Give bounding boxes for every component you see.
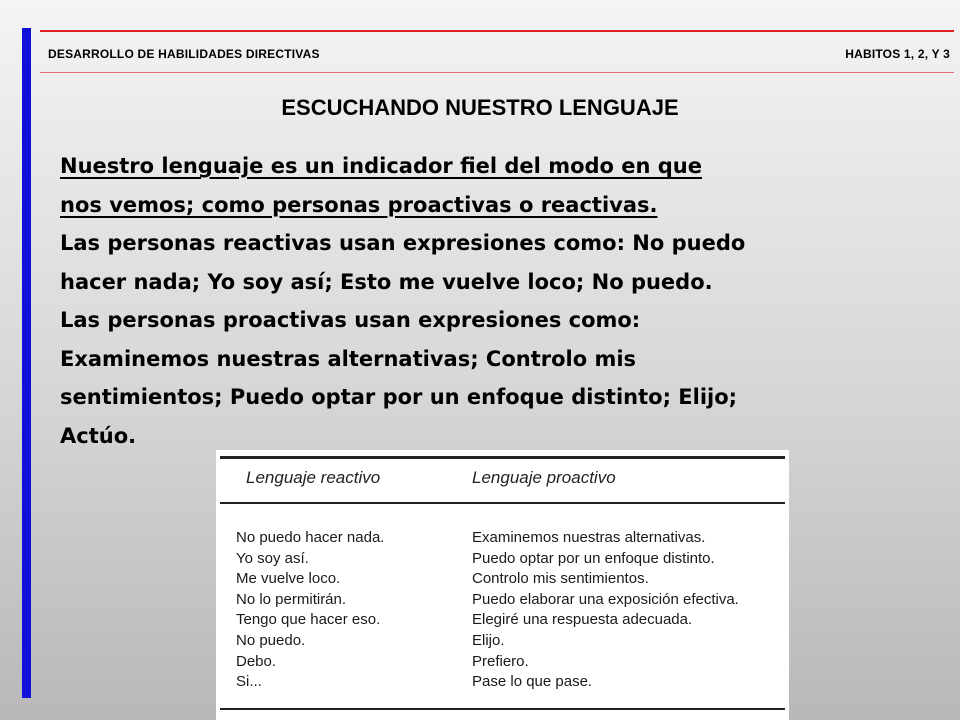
table-cell: Elegiré una respuesta adecuada.: [472, 611, 693, 629]
table-cell: Examinemos nuestras alternativas.: [472, 529, 706, 546]
proactive-column: [472, 528, 739, 693]
table-cell: Controlo mis sentimientos.: [472, 570, 649, 588]
body-line: sentimientos; Puedo optar por un enfoque distinto; Elijo;: [60, 385, 738, 409]
language-comparison-table: [216, 450, 789, 720]
table-cell: No puedo hacer nada.: [236, 529, 385, 546]
body-line: nos vemos; como personas proactivas o reactivas.: [60, 192, 658, 217]
body-line: Las personas proactivas usan expresiones como:: [60, 308, 641, 332]
table-cell: Me vuelve loco.: [236, 570, 341, 588]
table-cell: Si...: [236, 673, 262, 691]
table-cell: No lo permitirán.: [236, 590, 347, 608]
table-cell: Prefiero.: [472, 652, 529, 670]
body-paragraph: [60, 147, 940, 455]
header-course-title: DESARROLLO DE HABILIDADES DIRECTIVAS: [48, 47, 320, 61]
table-cell: Debo.: [236, 652, 277, 670]
table-header-proactive: Lenguaje proactivo: [472, 468, 616, 487]
table-cell: Tengo que hacer eso.: [236, 611, 381, 629]
header-section-label: HABITOS 1, 2, Y 3: [845, 47, 950, 61]
table-header-rule: [220, 502, 785, 504]
table-cell: Yo soy así.: [236, 549, 309, 567]
table-top-rule: [220, 456, 785, 459]
table-header-reactive: Lenguaje reactivo: [246, 468, 381, 487]
body-line: hacer nada; Yo soy así; Esto me vuelve loco; No puedo.: [60, 269, 713, 294]
table-bottom-rule: [220, 708, 785, 710]
table-cell: No puedo.: [236, 631, 306, 649]
body-line: Actúo.: [60, 423, 137, 448]
slide-title: ESCUCHANDO NUESTRO LENGUAJE: [281, 95, 679, 120]
header-bottom-rule: [40, 72, 954, 73]
table-cell: Elijo.: [472, 631, 505, 649]
table-cell: Puedo optar por un enfoque distinto.: [472, 549, 715, 567]
body-line: Nuestro lenguaje es un indicador fiel del modo en que: [60, 154, 702, 178]
table-cell: Puedo elaborar una exposición efectiva.: [472, 590, 739, 608]
reactive-column: [236, 528, 384, 693]
left-accent-bar: [22, 28, 31, 698]
body-line: Las personas reactivas usan expresiones como: No puedo: [60, 231, 746, 255]
header-top-rule: [40, 30, 954, 32]
table-cell: Pase lo que pase.: [472, 673, 593, 691]
body-line: Examinemos nuestras alternativas; Controlo mis: [60, 346, 637, 371]
